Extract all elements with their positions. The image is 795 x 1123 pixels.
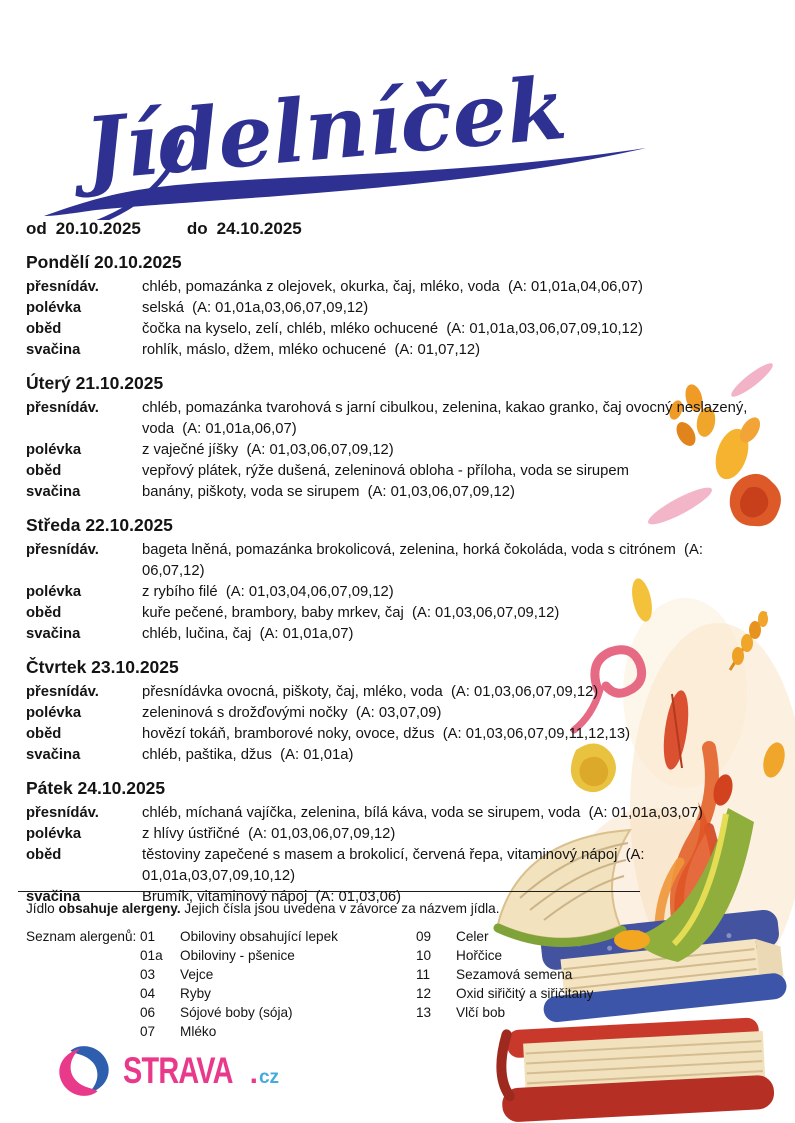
date-to-label: do [186, 219, 208, 238]
meal-row [26, 624, 756, 645]
allergen-item [416, 927, 593, 946]
allergen-list [26, 927, 593, 1041]
day-header: Úterý 21.10.2025 [26, 373, 164, 393]
allergen-code: 01 [140, 929, 156, 944]
allergen-item [140, 984, 416, 1003]
allergen-code: 01a [140, 948, 163, 963]
allergen-item [416, 984, 593, 1003]
day-header: Pondělí 20.10.2025 [26, 252, 182, 272]
meal-value: chléb, pomazánka tvarohová s jarní cibulkou, zelenina, kakao granko, čaj ovocný neslazený, voda (A: 01,01a,06,07) [142, 400, 752, 437]
allergen-code: 11 [416, 967, 431, 982]
allergen-item [140, 927, 416, 946]
allergen-name: Celer [456, 929, 489, 944]
meal-label: polévka [26, 300, 82, 316]
allergen-code: 12 [416, 986, 432, 1001]
meal-value: Brumík, vitaminový nápoj (A: 01,03,06) [142, 889, 402, 905]
meal-row [26, 824, 756, 845]
meal-value: čočka na kyselo, zelí, chléb, mléko ochucené (A: 01,01a,03,06,07,09,10,12) [142, 321, 643, 337]
meal-label: polévka [26, 705, 82, 721]
date-from-label: od [26, 219, 47, 238]
allergen-column-1 [140, 927, 416, 1041]
strava-logo-text [123, 1050, 279, 1092]
allergen-item [140, 946, 416, 965]
day-header: Pátek 24.10.2025 [26, 778, 166, 798]
meal-label: polévka [26, 826, 82, 842]
meal-label: přesnídáv. [26, 684, 99, 700]
allergen-code: 06 [140, 1005, 156, 1020]
menu-bottom-rule [18, 891, 640, 892]
allergen-name: Ryby [180, 986, 211, 1001]
meal-value: chléb, míchaná vajíčka, zelenina, bílá káva, voda se sirupem, voda (A: 01,01a,03,07) [142, 805, 703, 821]
allergen-code: 09 [416, 929, 432, 944]
day-section-friday [26, 778, 756, 908]
meal-row [26, 277, 756, 298]
meal-row [26, 482, 756, 503]
meal-row [26, 582, 756, 603]
meal-label: svačina [26, 484, 81, 500]
meal-label: oběd [26, 463, 62, 479]
meal-value: z hlívy ústřičné (A: 01,03,06,07,09,12) [142, 826, 396, 842]
meal-row [26, 803, 756, 824]
allergen-item [416, 1003, 593, 1022]
meal-label: svačina [26, 626, 81, 642]
allergen-note [26, 900, 500, 918]
allergen-note-suffix: Jejich čísla jsou uvedena v závorce za názvem jídla. [180, 901, 500, 916]
allergen-note-prefix: Jídlo [26, 901, 59, 916]
strava-swirl-icon [55, 1042, 113, 1100]
meal-row [26, 440, 756, 461]
meal-row [26, 703, 756, 724]
meal-label: přesnídáv. [26, 805, 99, 821]
meal-label: přesnídáv. [26, 400, 99, 416]
allergen-name: Vejce [180, 967, 214, 982]
day-header: Čtvrtek 23.10.2025 [26, 657, 179, 677]
weekly-menu [26, 252, 756, 920]
day-header: Středa 22.10.2025 [26, 515, 173, 535]
meal-label: oběd [26, 847, 62, 863]
allergen-code: 07 [140, 1024, 156, 1039]
meal-row [26, 603, 756, 624]
allergen-name: Obiloviny - pšenice [180, 948, 295, 963]
allergen-name: Sójové boby (sója) [180, 1005, 293, 1020]
meal-label: polévka [26, 442, 82, 458]
date-from-value: 20.10.2025 [55, 219, 141, 238]
strava-logo-tld: cz [258, 1067, 280, 1088]
meal-row [26, 340, 756, 361]
meal-label: přesnídáv. [26, 542, 99, 558]
allergen-code: 13 [416, 1005, 432, 1020]
meal-row [26, 724, 756, 745]
allergen-code: 04 [140, 986, 156, 1001]
allergen-column-2 [416, 927, 593, 1041]
meal-row [26, 461, 756, 482]
meal-value: hovězí tokáň, bramborové noky, ovoce, džus (A: 01,03,06,07,09,11,12,13) [142, 726, 631, 742]
meal-value: banány, piškoty, voda se sirupem (A: 01,03,06,07,09,12) [142, 484, 515, 500]
meal-value: chléb, paštika, džus (A: 01,01a) [142, 747, 354, 763]
meal-label: svačina [26, 342, 81, 358]
allergen-name: Oxid siřičitý a siřičitany [456, 986, 594, 1001]
meal-value: chléb, lučina, čaj (A: 01,01a,07) [142, 626, 354, 642]
allergen-code: 03 [140, 967, 156, 982]
strava-logo-dot: . [249, 1057, 258, 1090]
meal-value: kuře pečené, brambory, baby mrkev, čaj (A: 01,03,06,07,09,12) [142, 605, 560, 621]
day-section-wednesday [26, 515, 756, 645]
allergen-item [140, 965, 416, 984]
meal-label: oběd [26, 605, 62, 621]
allergen-name: Hořčice [456, 948, 503, 963]
allergen-code: 10 [416, 948, 432, 963]
meal-value: vepřový plátek, rýže dušená, zeleninová obloha - příloha, voda se sirupem [142, 463, 629, 479]
meal-value: bageta lněná, pomazánka brokolicová, zelenina, horká čokoláda, voda s citrónem (A: 06,07,12) [142, 542, 708, 579]
meal-label: oběd [26, 321, 62, 337]
meal-row [26, 540, 756, 582]
meal-row [26, 298, 756, 319]
strava-cz-logo [55, 1042, 279, 1100]
date-range [26, 219, 302, 239]
allergen-item [140, 1022, 416, 1041]
date-to-value: 24.10.2025 [216, 219, 302, 238]
meal-value: chléb, pomazánka z olejovek, okurka, čaj, mléko, voda (A: 01,01a,04,06,07) [142, 279, 643, 295]
meal-value: zeleninová s drožďovými nočky (A: 03,07,09) [142, 705, 442, 721]
day-section-tuesday [26, 373, 756, 503]
meal-value: z vaječné jíšky (A: 01,03,06,07,09,12) [142, 442, 394, 458]
allergen-name: Mléko [180, 1024, 217, 1039]
allergen-note-bold: obsahuje alergeny. [58, 901, 181, 916]
strava-logo-name: STRAVA [123, 1050, 233, 1091]
allergen-name: Obiloviny obsahující lepek [180, 929, 338, 944]
allergen-name: Vlčí bob [456, 1005, 506, 1020]
meal-row [26, 398, 756, 440]
meal-value: z rybího filé (A: 01,03,04,06,07,09,12) [142, 584, 394, 600]
day-section-monday [26, 252, 756, 361]
meal-label: svačina [26, 889, 81, 905]
meal-value: těstoviny zapečené s masem a brokolicí, červená řepa, vitaminový nápoj (A: 01,01a,03,07,09,10,12) [142, 847, 649, 884]
page-title: Jídelníček [80, 57, 571, 201]
meal-label: oběd [26, 726, 62, 742]
meal-value: selská (A: 01,01a,03,06,07,09,12) [142, 300, 369, 316]
day-section-thursday [26, 657, 756, 766]
meal-label: polévka [26, 584, 82, 600]
meal-label: svačina [26, 747, 81, 763]
meal-row [26, 845, 756, 887]
allergen-item [140, 1003, 416, 1022]
meal-value: rohlík, máslo, džem, mléko ochucené (A: 01,07,12) [142, 342, 481, 358]
allergen-item [416, 946, 593, 965]
allergen-name: Sezamová semena [456, 967, 573, 982]
meal-row [26, 319, 756, 340]
allergen-item [416, 965, 593, 984]
allergen-list-label: Seznam alergenů: [26, 929, 137, 944]
meal-row [26, 682, 756, 703]
meal-label: přesnídáv. [26, 279, 99, 295]
meal-value: přesnídávka ovocná, piškoty, čaj, mléko, voda (A: 01,03,06,07,09,12) [142, 684, 599, 700]
meal-row [26, 745, 756, 766]
